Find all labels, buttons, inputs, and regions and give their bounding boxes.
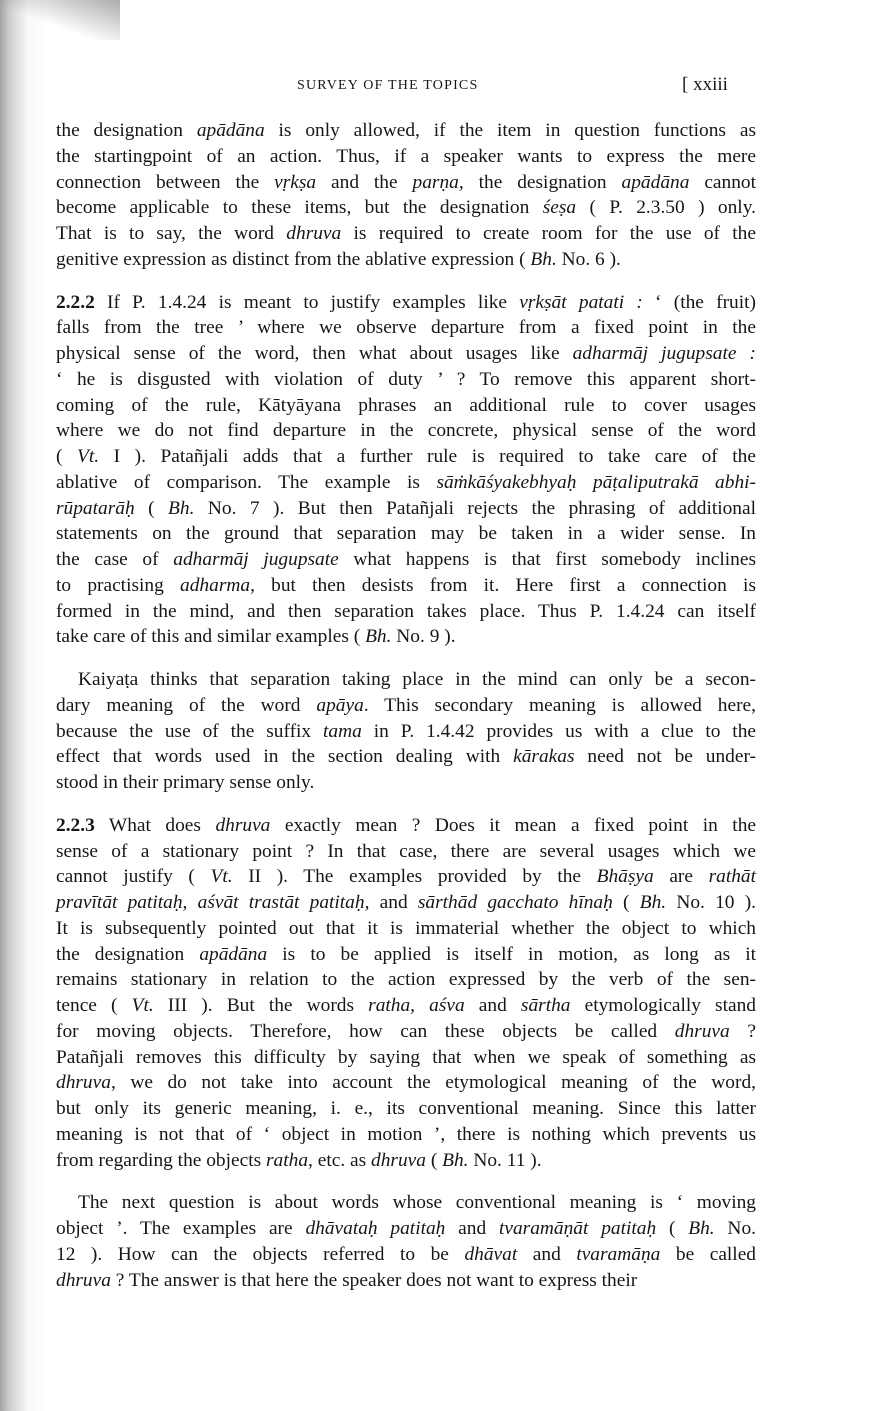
text-run: cannot — [689, 171, 757, 193]
text-run: the designation — [56, 943, 200, 965]
text-line — [56, 890, 756, 916]
text-run: No. 7 ). But then Patañjali rejects the phrasing of additional — [194, 497, 756, 519]
italic-term: parṇa — [412, 171, 459, 193]
text-run: , we do not take into account the etymological meaning of the word, — [110, 1072, 756, 1094]
paragraph — [56, 1190, 756, 1293]
text-line — [56, 547, 756, 573]
text-line — [56, 367, 756, 393]
italic-term: kārakas — [513, 746, 575, 768]
italic-term: Vt. — [77, 446, 100, 467]
text-run: genitive expression as distinct from the ablative expression ( — [56, 248, 531, 270]
text-run: because the use of the suffix — [56, 720, 324, 742]
text-line — [56, 290, 756, 316]
text-run: ( — [656, 1218, 689, 1239]
text-line — [56, 719, 756, 745]
text-run: in P. 1.4.42 provides us with a clue to the — [361, 720, 756, 742]
text-run: and — [369, 892, 418, 913]
italic-term: Bh. — [639, 892, 667, 913]
text-run: ( — [425, 1149, 443, 1171]
text-line — [56, 418, 756, 444]
italic-term: Bh. — [688, 1218, 715, 1239]
text-line — [56, 1045, 756, 1071]
text-run: dary meaning of the word — [56, 694, 317, 716]
text-run: ? The answer is that here the speaker does not want to express their — [110, 1269, 638, 1291]
text-line — [56, 221, 756, 247]
text-line — [56, 667, 756, 693]
scan-corner-shadow — [0, 0, 120, 40]
text-run: It is subsequently pointed out that it is immaterial whether the object to which — [56, 917, 756, 939]
text-run: need not be under- — [574, 746, 756, 768]
text-line — [56, 393, 756, 419]
text-run: II ). The examples provided by the — [232, 866, 597, 888]
text-line — [56, 315, 756, 341]
text-run: and the — [316, 171, 413, 193]
text-run: cannot justify ( — [56, 866, 211, 888]
text-run: remains stationary in relation to the action expressed by the verb of the sen- — [56, 969, 756, 991]
text-run: ( — [612, 892, 640, 913]
text-run: No. 11 ). — [468, 1149, 542, 1171]
text-line — [56, 1148, 756, 1174]
text-line — [56, 1019, 756, 1045]
italic-term: vṛkṣa — [274, 171, 317, 193]
italic-term: dhāvataḥ patitaḥ — [305, 1218, 446, 1239]
text-run: become applicable to these items, but the designation — [56, 197, 543, 219]
text-run: take care of this and similar examples ( — [56, 626, 366, 648]
italic-term: dhruva — [215, 814, 271, 836]
text-line — [56, 693, 756, 719]
text-run: , etc. as — [308, 1149, 372, 1171]
text-run: No. 9 ). — [391, 626, 456, 648]
text-line — [56, 916, 756, 942]
text-line — [56, 993, 756, 1019]
text-line — [56, 1070, 756, 1096]
text-line — [56, 144, 756, 170]
text-run: falls from the tree ’ where we observe departure from a fixed point in the — [56, 317, 756, 339]
text-run: ( — [134, 497, 169, 519]
italic-term: adharmāj jugupsate : — [572, 343, 756, 364]
italic-term: Bh. — [442, 1149, 469, 1171]
text-line — [56, 170, 756, 196]
paragraph — [56, 813, 756, 1174]
text-run: the startingpoint of an action. Thus, if a speaker wants to express the mere — [56, 145, 756, 167]
italic-term: dhruva — [371, 1149, 426, 1171]
text-run: the case of — [56, 549, 174, 570]
text-line — [56, 1096, 756, 1122]
text-run: is to be applied is itself in motion, as long as it — [267, 943, 756, 965]
text-run: , the designation — [458, 171, 622, 193]
italic-term: Bh. — [530, 248, 557, 270]
text-line — [56, 624, 756, 650]
italic-term: Bh. — [168, 497, 195, 519]
italic-term: sārtha — [520, 995, 571, 1016]
text-run: What does — [108, 814, 216, 836]
text-run: from regarding the objects — [56, 1149, 266, 1171]
italic-term: vṛkṣāt patati : — [519, 291, 643, 313]
text-run: object ’. The examples are — [56, 1218, 306, 1239]
text-run: exactly mean ? Does it mean a fixed point in the — [270, 814, 757, 836]
text-run: No. — [714, 1218, 756, 1239]
text-run: etymologically stand — [570, 995, 756, 1016]
paragraph-gap — [56, 796, 756, 813]
text-run: connection between the — [56, 171, 275, 193]
text-line — [56, 118, 756, 144]
text-line — [56, 195, 756, 221]
text-run: is required to create room for the use of the — [341, 223, 756, 244]
text-line — [56, 496, 756, 522]
paragraph-gap — [56, 273, 756, 290]
italic-term: Vt. — [131, 995, 154, 1016]
italic-term: Bhāṣya — [596, 866, 654, 888]
text-line — [56, 247, 756, 273]
text-run: Kaiyaṭa thinks that separation taking place in the mind can only be a secon- — [78, 669, 756, 690]
italic-term: dhruva — [674, 1020, 730, 1042]
text-run: are — [653, 866, 709, 888]
italic-term: apādāna — [199, 943, 268, 965]
italic-term: Bh. — [365, 626, 392, 648]
text-run: formed in the mind, and then separation takes place. Thus P. 1.4.24 can itself — [56, 600, 756, 622]
paragraph-gap — [56, 650, 756, 667]
italic-term: Vt. — [210, 866, 233, 888]
section-number: 2.2.3 — [56, 814, 95, 836]
text-run: No. 10 ). — [666, 892, 757, 913]
italic-term: tama — [323, 720, 362, 742]
text-line — [56, 1242, 756, 1268]
text-run: be called — [660, 1243, 757, 1265]
text-run: ( P. 2.3.50 ) only. — [576, 197, 756, 219]
text-run: what happens is that first somebody inclines — [338, 549, 756, 570]
italic-term: sāṁkāśyakebhyaḥ pāṭaliputrakā abhi- — [436, 471, 756, 493]
text-run: The next question is about words whose conventional meaning is ‘ moving — [78, 1192, 756, 1214]
text-run: ‘ (the fruit) — [642, 291, 756, 313]
running-head: SURVEY OF THE TOPICS — [297, 78, 479, 93]
text-run: and — [445, 1218, 499, 1239]
paragraph-gap — [56, 1173, 756, 1190]
text-line — [56, 1122, 756, 1148]
italic-term: dhāvat — [464, 1243, 518, 1265]
text-line — [56, 444, 756, 470]
text-run: to practising — [56, 574, 181, 596]
text-run: effect that words used in the section dealing with — [56, 746, 514, 768]
text-run: and — [517, 1243, 577, 1265]
italic-term: pravītāt patitaḥ, aśvāt trastāt patitaḥ, — [56, 892, 370, 913]
italic-term: adharmāj jugupsate — [173, 549, 339, 570]
text-run: for moving objects. Therefore, how can these objects be called — [56, 1020, 675, 1042]
paragraph — [56, 290, 756, 651]
text-run: stood in their primary sense only. — [56, 772, 315, 793]
italic-term: apādāna — [621, 171, 690, 193]
italic-term: apāya — [316, 694, 364, 716]
text-line — [56, 967, 756, 993]
text-line — [56, 573, 756, 599]
text-line — [56, 770, 756, 796]
text-run: ‘ he is disgusted with violation of duty ’ ? To remove this apparent short- — [56, 368, 756, 390]
text-run: , but then desists from it. Here first a connection is — [250, 574, 756, 596]
text-run: . This secondary meaning is allowed here, — [363, 694, 756, 716]
italic-term: dhruva — [56, 1269, 111, 1291]
scan-binding-shadow — [0, 0, 46, 1411]
italic-term: śeṣa — [542, 197, 577, 219]
italic-term: tvaramāṇāt patitaḥ — [498, 1218, 657, 1239]
text-line — [56, 744, 756, 770]
text-line — [56, 341, 756, 367]
text-run: coming of the rule, Kātyāyana phrases an additional rule to cover usages — [56, 394, 756, 416]
text-run: Patañjali removes this difficulty by saying that when we speak of something as — [56, 1046, 756, 1068]
italic-term: ratha, aśva — [368, 995, 465, 1016]
text-line — [56, 813, 756, 839]
italic-term: sārthād gacchato hīnaḥ — [417, 892, 613, 913]
text-run: ( — [56, 446, 77, 467]
text-run: tence ( — [56, 995, 132, 1016]
text-line — [56, 1268, 756, 1294]
text-run: but only its generic meaning, i. e., its conventional meaning. Since this latter — [56, 1098, 756, 1119]
paragraph — [56, 667, 756, 796]
text-line — [56, 599, 756, 625]
italic-term: apādāna — [196, 120, 265, 141]
italic-term: tvaramāṇa — [576, 1243, 661, 1265]
text-run: If P. 1.4.24 is meant to justify examples like — [107, 291, 520, 313]
text-run: statements on the ground that separation may be taken in a wider sense. In — [56, 523, 756, 545]
text-line — [56, 864, 756, 890]
text-line — [56, 521, 756, 547]
text-line — [56, 839, 756, 865]
body-text — [56, 118, 756, 1293]
text-line — [56, 1216, 756, 1242]
text-line — [56, 470, 756, 496]
text-line — [56, 1190, 756, 1216]
italic-term: dhruva — [56, 1072, 111, 1094]
page-number: [ xxiii — [682, 74, 728, 95]
italic-term: dhruva — [286, 223, 342, 244]
text-run: is only allowed, if the item in question functions as — [264, 120, 756, 141]
text-run: sense of a stationary point ? In that case, there are several usages which we — [56, 840, 756, 862]
text-run: meaning is not that of ‘ object in motion ’, there is nothing which prevents us — [56, 1123, 756, 1145]
italic-term: rūpatarāḥ — [56, 497, 135, 519]
text-run: where we do not find departure in the concrete, physical sense of the word — [56, 420, 756, 442]
section-number: 2.2.2 — [56, 291, 95, 313]
text-run: and — [464, 995, 521, 1016]
italic-term: ratha — [266, 1149, 309, 1171]
text-run: ? — [729, 1020, 756, 1042]
italic-term: adharma — [180, 574, 251, 596]
text-line — [56, 942, 756, 968]
text-run: physical sense of the word, then what about usages like — [56, 343, 573, 364]
text-run: III ). But the words — [153, 995, 369, 1016]
text-run: No. 6 ). — [556, 248, 621, 270]
italic-term: rathāt — [708, 866, 757, 888]
text-run: That is to say, the word — [56, 223, 287, 244]
text-run: the designation — [56, 120, 197, 141]
paragraph — [56, 118, 756, 273]
text-run: ablative of comparison. The example is — [56, 471, 437, 493]
text-run: 12 ). How can the objects referred to be — [56, 1243, 465, 1265]
text-run: I ). Patañjali adds that a further rule is required to take care of the — [99, 446, 756, 467]
